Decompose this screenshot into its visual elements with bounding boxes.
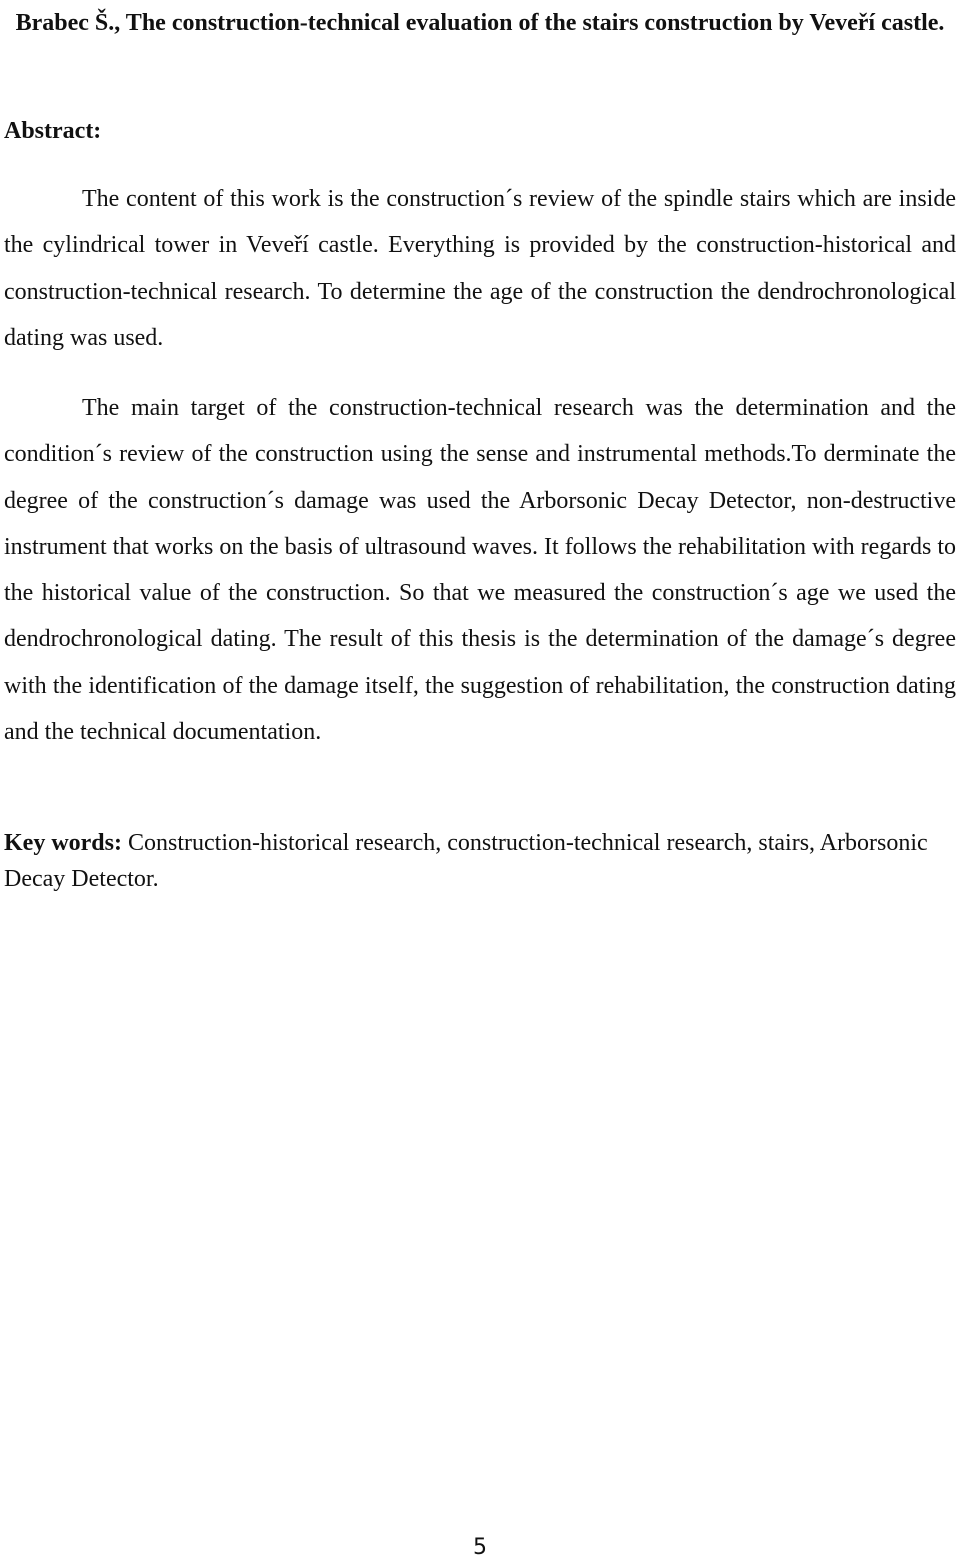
abstract-heading: Abstract: [4, 118, 102, 144]
document-title: Brabec Š., The construction-technical evaluation of the stairs construction by Veveří castle. [15, 10, 945, 36]
keywords-label: Key words: [4, 830, 122, 856]
keywords-text: Construction-historical research, construction-technical research, stairs, Arborsonic Decay Detector. [4, 830, 928, 892]
abstract-paragraph-2: The main target of the construction-technical research was the determination and the condition´s review of the construction using the sense and instrumental methods.To derminate the degree of the construction´s damage was used the Arborsonic Decay Detector, non-destructive instrument that works on the basis of ultrasound waves. It follows the rehabilitation with regards to the historical value of the construction. So that we measured the construction´s age we used the dendrochronological dating. The result of this thesis is the determination of the damage´s degree with the identification of the damage itself, the suggestion of rehabilitation, the construction dating and the technical documentation. [4, 395, 956, 746]
keywords-line [4, 825, 956, 897]
abstract-paragraph-1: The content of this work is the construction´s review of the spindle stairs which are inside the cylindrical tower in Veveří castle. Everything is provided by the construction-historical and construction-technical research. To determine the age of the construction the dendrochronological dating was used. [4, 186, 956, 351]
page-number: 5 [473, 1535, 487, 1560]
